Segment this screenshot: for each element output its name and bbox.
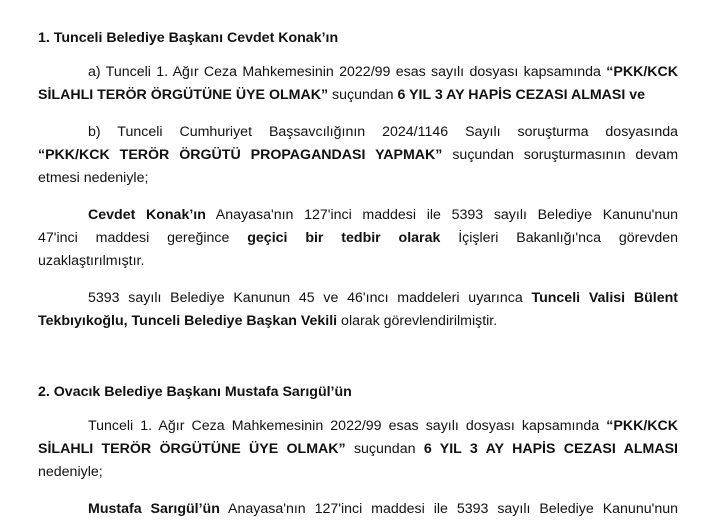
paragraph-line bbox=[38, 144, 678, 167]
paragraph-line bbox=[38, 121, 678, 144]
text-normal: Anayasa'nın 127'inci maddesi ile 5393 sayılı Belediye Kanunu'nun bbox=[205, 207, 678, 223]
text-normal: Tunceli 1. Ağır Ceza Mahkemesinin 2022/99 esas sayılı dosyası kapsamında bbox=[88, 418, 607, 434]
text-normal: etmesi nedeniyle; bbox=[38, 170, 149, 186]
section-1-paragraph-a bbox=[38, 61, 678, 107]
text-normal: suçundan bbox=[328, 87, 398, 103]
text-bold: “PKK/KCK TERÖR ÖRGÜTÜ PROPAGANDASI YAPMAK” bbox=[38, 147, 443, 163]
section-1-paragraph-d bbox=[38, 287, 678, 333]
text-normal: suçundan bbox=[345, 441, 424, 457]
text-normal: 47'inci maddesi gereğince bbox=[38, 230, 248, 246]
paragraph-line bbox=[38, 84, 678, 107]
text-normal: uzaklaştırılmıştır. bbox=[38, 253, 145, 269]
paragraph-line bbox=[38, 498, 678, 521]
section-1-paragraph-c bbox=[38, 204, 678, 273]
section-2-paragraph-a bbox=[38, 415, 678, 484]
text-bold: Cevdet Konak’ın bbox=[88, 207, 206, 223]
paragraph-line bbox=[38, 227, 678, 250]
paragraph-line bbox=[38, 461, 678, 484]
paragraph-line bbox=[38, 61, 678, 84]
text-normal: olarak görevlendirilmiştir. bbox=[337, 313, 498, 329]
text-normal: suçundan soruşturmasının devam bbox=[442, 147, 678, 163]
text-normal: a) Tunceli 1. Ağır Ceza Mahkemesinin 2022/99 esas sayılı dosyası kapsamında bbox=[88, 64, 607, 80]
paragraph-line bbox=[38, 250, 678, 273]
paragraph-line bbox=[38, 310, 678, 333]
text-bold: 6 YIL 3 AY HAPİS CEZASI ALMASI bbox=[423, 441, 678, 457]
paragraph-line bbox=[38, 204, 678, 227]
text-normal: 5393 sayılı Belediye Kanunun 45 ve 46'ıncı maddeleri uyarınca bbox=[88, 290, 532, 306]
text-bold: 6 YIL 3 AY HAPİS CEZASI ALMASI ve bbox=[397, 87, 646, 103]
text-normal: nedeniyle; bbox=[38, 464, 103, 480]
paragraph-line bbox=[38, 415, 678, 438]
text-bold: geçici bir tedbir olarak bbox=[247, 230, 441, 246]
text-bold: Tunceli Valisi Bülent bbox=[531, 290, 678, 306]
paragraph-line bbox=[38, 438, 678, 461]
text-bold: SİLAHLI TERÖR ÖRGÜTÜNE ÜYE OLMAK” bbox=[38, 87, 329, 103]
paragraph-line bbox=[38, 287, 678, 310]
text-normal: İçişleri Bakanlığı'nca görevden bbox=[440, 230, 678, 246]
text-bold: SİLAHLI TERÖR ÖRGÜTÜNE ÜYE OLMAK” bbox=[38, 441, 346, 457]
text-bold: Mustafa Sarıgül’ün bbox=[88, 501, 220, 517]
text-bold: “PKK/KCK bbox=[606, 64, 678, 80]
text-bold: “PKK/KCK bbox=[606, 418, 678, 434]
section-1-paragraph-b bbox=[38, 121, 678, 190]
section-2-heading: 2. Ovacık Belediye Başkanı Mustafa Sarıgül’ün bbox=[38, 384, 352, 400]
paragraph-line bbox=[38, 167, 678, 190]
text-normal: b) Tunceli Cumhuriyet Başsavcılığının 2024/1146 Sayılı soruşturma dosyasında bbox=[88, 124, 678, 140]
section-1-heading: 1. Tunceli Belediye Başkanı Cevdet Konak’ın bbox=[38, 30, 339, 46]
section-2-paragraph-b bbox=[38, 498, 678, 521]
text-bold: Tekbıyıkoğlu, Tunceli Belediye Başkan Vekili bbox=[38, 313, 338, 329]
text-normal: Anayasa'nın 127'inci maddesi ile 5393 sayılı Belediye Kanunu'nun bbox=[219, 501, 678, 517]
